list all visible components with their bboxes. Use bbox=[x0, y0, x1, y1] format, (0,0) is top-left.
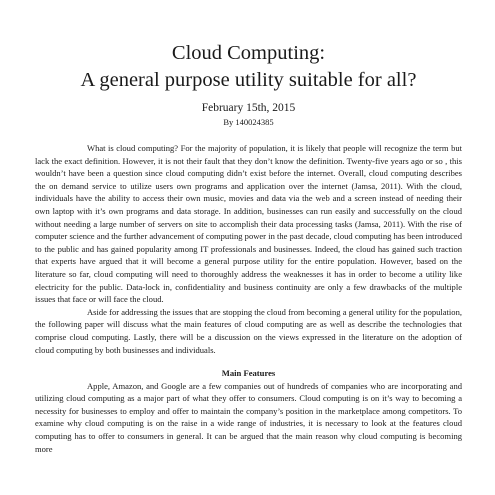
document-body bbox=[35, 142, 462, 455]
paragraph-overview: Aside for addressing the issues that are stopping the cloud from becoming a general utility for the population, the following paper will discuss what the main features of cloud computing are as well as describe the technologies that comprise cloud computing. Lastly, there will be a discussion on the views expressed in the literature on the adoption of cloud computing by both businesses and individuals. bbox=[35, 306, 462, 355]
document-title bbox=[35, 40, 462, 94]
paragraph-intro: What is cloud computing? For the majority of population, it is likely that people will recognize the term but lack the exact definition. However, it is not their fault that they don’t know the definition. Twenty-five years ago or so , this wouldn’t have been a question since cloud computing didn’t exist before the internet. Overall, cloud computing describes the on demand service to utilize users own programs and application over the internet (Jamsa, 2011). With the cloud, individuals have the ability to access their own music, movies and data via the web and a screen instead of needing their own laptop with it’s own programs and data storage. In addition, businesses can run easily and successfully on the cloud without needing a large number of servers on site to accomplish their data processing tasks (Jamsa, 2011). With the rise of computer science and the further advancement of computing power in the past decade, cloud computing has been introduced to the public and has gained popularity among IT professionals and businesses. Indeed, the cloud has gained such traction that experts have argued that it will become a general purpose utility for the entire population. However, based on the literature so far, cloud computing will need to thoroughly address the weaknesses it has in order to become a utility like electricity for the public. Data-lock in, confidentiality and business continuity are only a few drawbacks of the multiple issues that face or will face the cloud. bbox=[35, 143, 462, 305]
document-date: February 15th, 2015 bbox=[201, 102, 296, 114]
title-line-1: Cloud Computing: bbox=[171, 42, 326, 64]
paragraph-main-features: Apple, Amazon, and Google are a few companies out of hundreds of companies who are incorporating and utilizing cloud computing as a major part of what they offer to consumers. Cloud computing is on it’s way to becoming a necessity for businesses to employ and offer to maintain the company’s position in the marketplace among competitors. To examine why cloud computing is on the raise in a wide range of industries, it is necessary to look at the features cloud computing has to offer to consumers in general. It can be argued that the main reason why cloud computing is becoming more bbox=[35, 380, 462, 454]
title-line-2: A general purpose utility suitable for all? bbox=[80, 69, 417, 91]
section-heading-main-features: Main Features bbox=[221, 368, 276, 379]
document-author: By 140024385 bbox=[223, 117, 274, 127]
